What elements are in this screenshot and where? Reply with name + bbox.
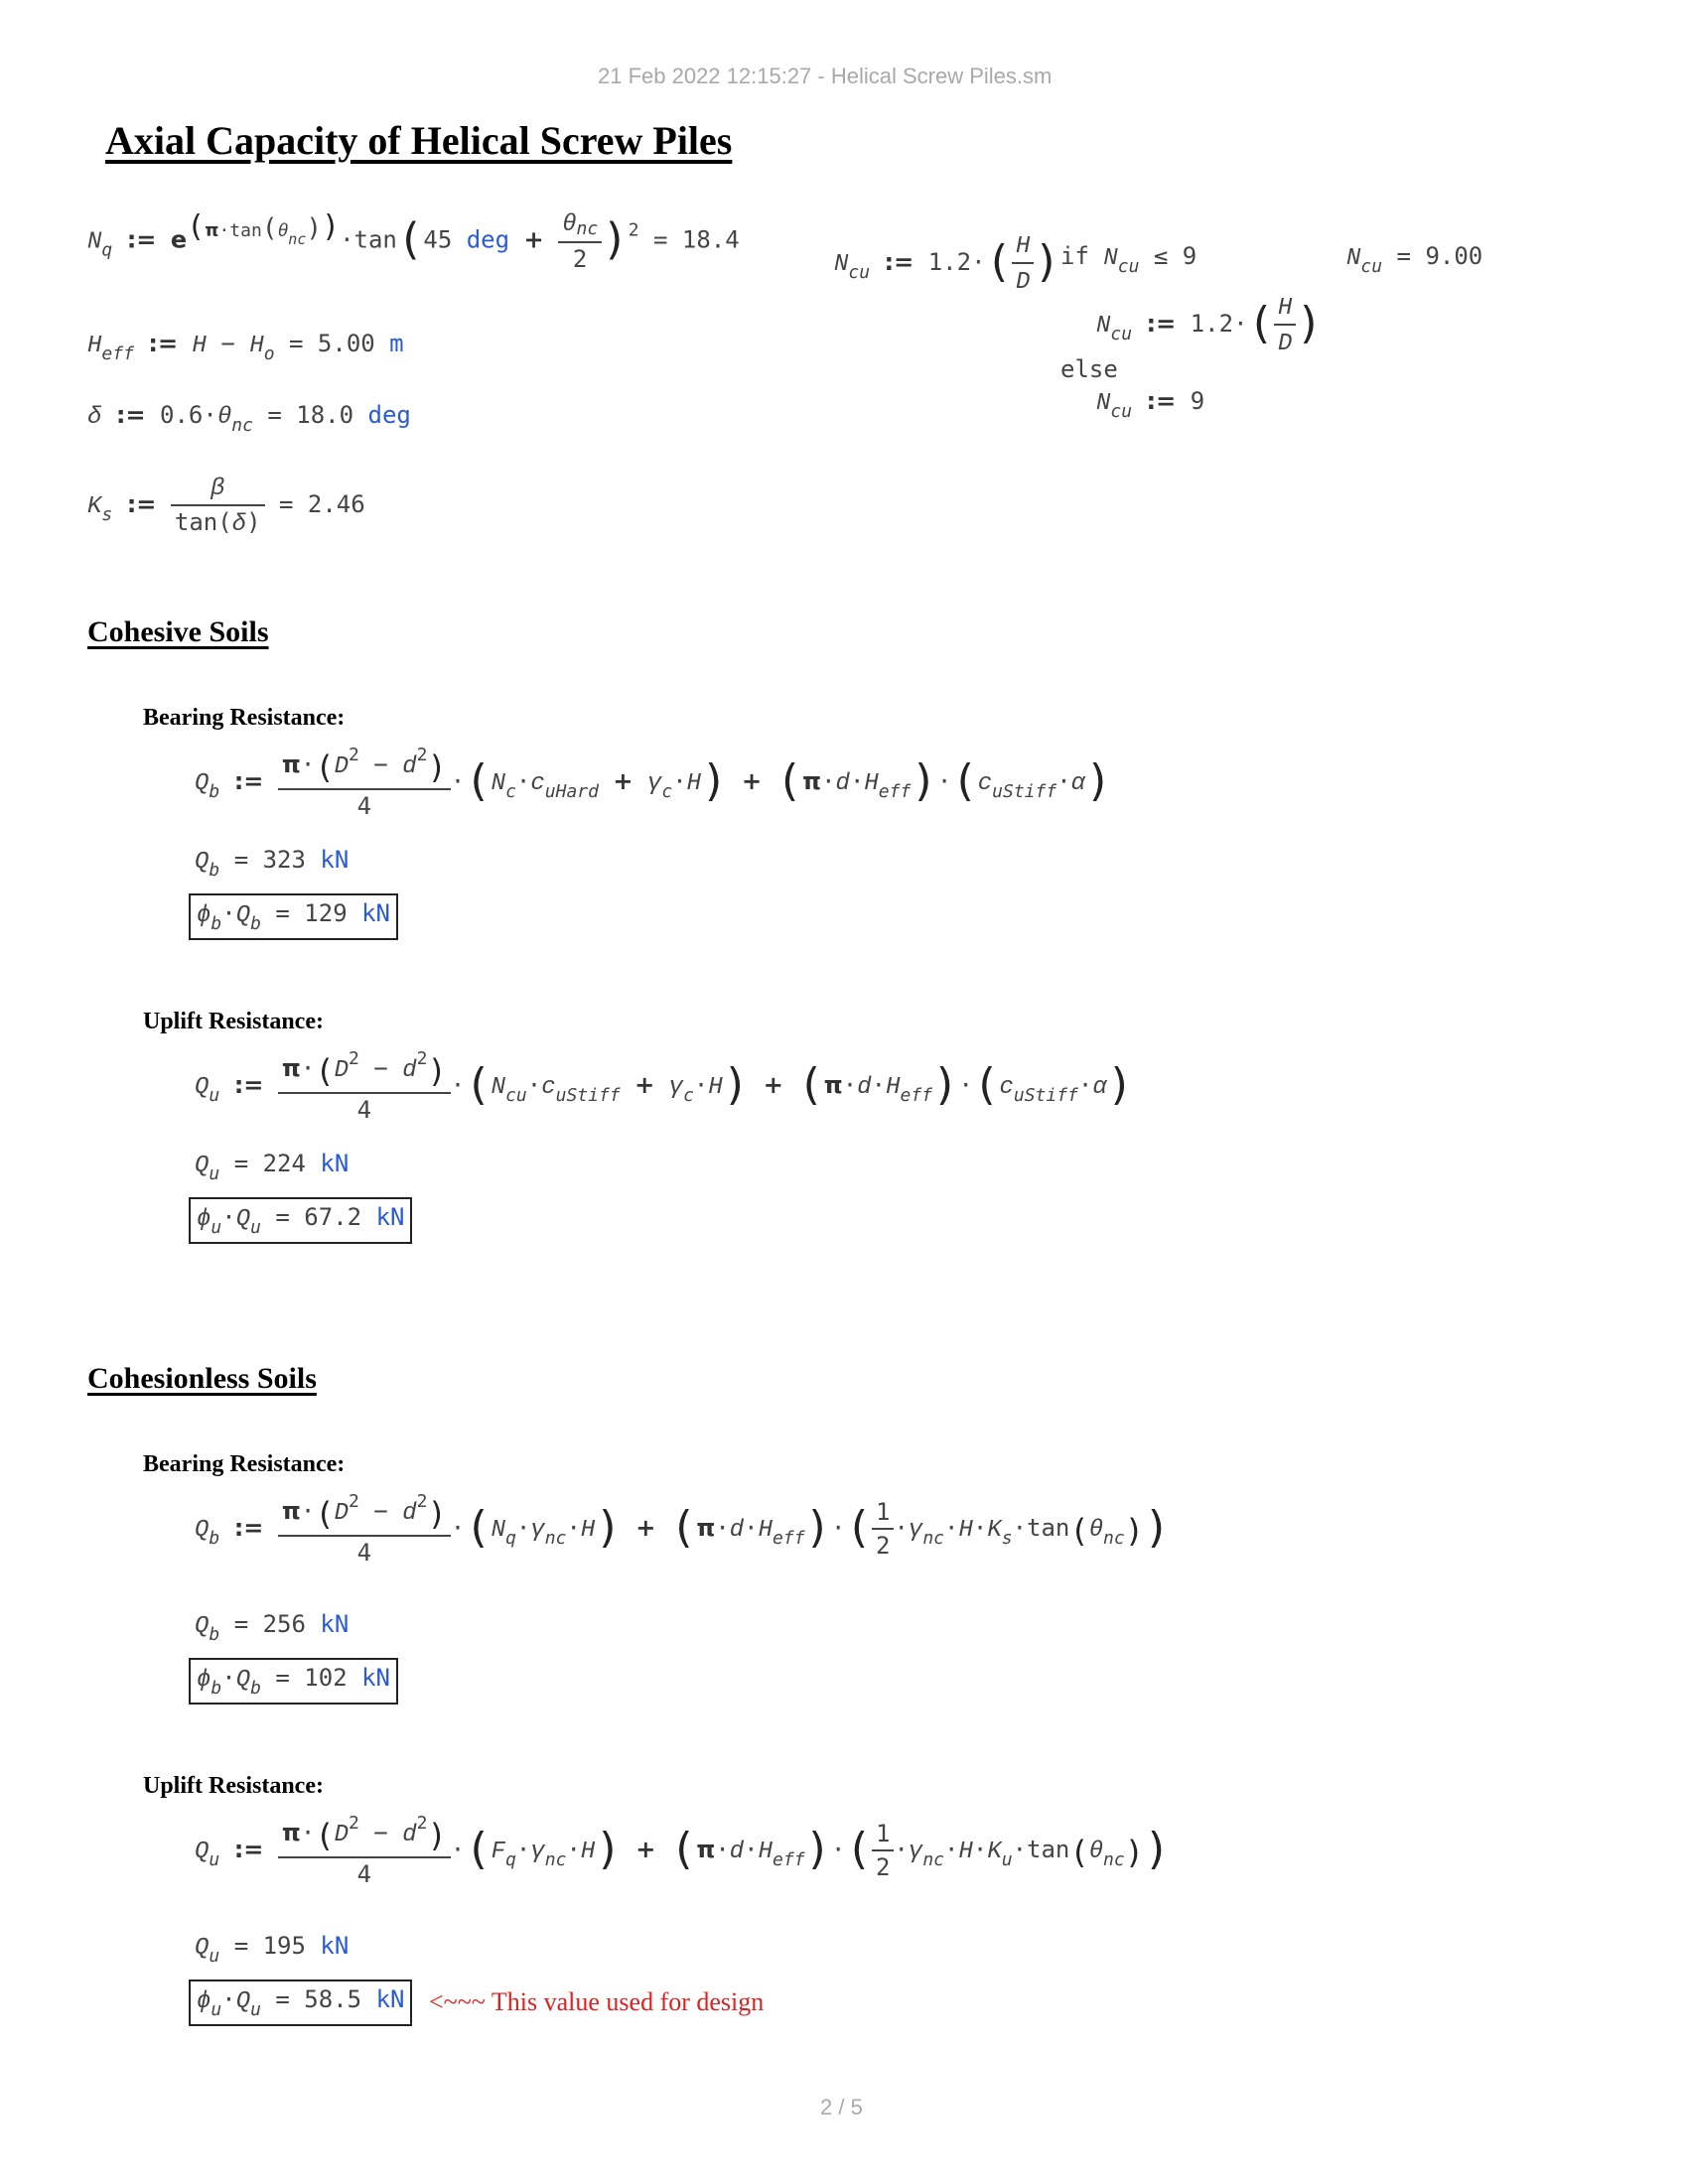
- cohesive-qu-result: $Q_u = 224$ kN: [195, 1150, 350, 1184]
- ks-formula: $K_s$ := $\frac{\beta}{\tan(\delta)}$ = 2.46: [87, 473, 365, 538]
- delta-formula: δ := $0.6\cdot\theta_{nc} = 18.0$ deg: [87, 401, 411, 436]
- ncu-formula: $N_{cu}$ := 1.2·( $\frac{H}{D}$ ): [834, 230, 1060, 296]
- nq-result: = 18.4: [653, 225, 740, 254]
- delta-result: = 18.0: [267, 401, 354, 429]
- document-header: 21 Feb 2022 12:15:27 - Helical Screw Piles.sm: [598, 64, 1053, 88]
- page-number: 2 / 5: [820, 2095, 863, 2119]
- ncu-if-branch: $N_{cu}$ := 1.2·( $\frac{H}{D}$ ): [1096, 292, 1323, 357]
- cohesive-qb-formula: $Q_b$ := $\frac{\pi\cdot(D^2 - d^2)}{4}$ $\cdot(N_c\cdot c_{uHard} + \gamma_c\cdot H) + (\pi\cdot d\cdot H_{eff})\cdot(c_{uStiff}\cdot\alpha)$: [195, 745, 1112, 820]
- nq-formula: $N_q$ := $e^{(\pi\cdot tan(\theta_{nc}))}\cdot\tan(45$ deg + $\frac{\text{θnc}}{2}$ )$^2$ = 18.4: [87, 208, 740, 273]
- ncu-else-branch: $N_{cu}$ := 9: [1096, 387, 1205, 422]
- cohesive-phiqb-result: $\phi_b\cdot Q_b = 129$ kN: [189, 893, 398, 940]
- ncu-else: else: [1060, 355, 1118, 383]
- cohesionless-bearing-label: Bearing Resistance:: [143, 1451, 346, 1477]
- cohesionless-phiqu-result: $\phi_u\cdot Q_u = 58.5$ kN: [189, 1979, 412, 2026]
- delta-unit: deg: [367, 401, 411, 429]
- ks-result: = 2.46: [278, 490, 365, 518]
- ncu-if: if $N_{cu} \le 9$: [1060, 242, 1197, 277]
- cohesive-qb-result: $Q_b = 323$ kN: [195, 846, 350, 881]
- page-title: Axial Capacity of Helical Screw Piles: [105, 118, 733, 163]
- cohesionless-qb-formula: $Q_b$ := $\frac{\pi\cdot(D^2 - d^2)}{4}$ $\cdot(N_q\cdot\gamma_{nc}\cdot H) + (\pi\cdot d\cdot H_{eff})\cdot$( $\frac{1}{2}$ $\cdot\gamma_{nc}\cdot H\cdot K_s\cdot\tan(\theta_{nc})$): [195, 1491, 1171, 1567]
- cohesionless-uplift-label: Uplift Resistance:: [143, 1773, 324, 1799]
- heff-unit: m: [389, 330, 404, 357]
- cohesive-qu-formula: $Q_u$ := $\frac{\pi\cdot(D^2 - d^2)}{4}$ $\cdot(N_{cu}\cdot c_{uStiff} + \gamma_c\cdot H) + (\pi\cdot d\cdot H_{eff})\cdot(c_{uStiff}\cdot\alpha)$: [195, 1048, 1134, 1124]
- cohesive-phiqu-result: $\phi_u\cdot Q_u = 67.2$ kN: [189, 1197, 412, 1244]
- section-cohesive: Cohesive Soils: [87, 615, 269, 648]
- cohesive-uplift-label: Uplift Resistance:: [143, 1009, 324, 1034]
- design-value-note: <~~~ This value used for design: [429, 1987, 765, 2016]
- cohesionless-qu-result: $Q_u = 195$ kN: [195, 1932, 350, 1967]
- section-cohesionless: Cohesionless Soils: [87, 1362, 317, 1395]
- cohesionless-qu-formula: $Q_u$ := $\frac{\pi\cdot(D^2 - d^2)}{4}$ $\cdot(F_q\cdot\gamma_{nc}\cdot H) + (\pi\cdot d\cdot H_{eff})\cdot$( $\frac{1}{2}$ $\cdot\gamma_{nc}\cdot H\cdot K_u\cdot\tan(\theta_{nc})$): [195, 1813, 1171, 1888]
- cohesionless-phiqb-result: $\phi_b\cdot Q_b = 102$ kN: [189, 1658, 398, 1705]
- ncu-result: $N_{cu} = 9.00$: [1346, 242, 1483, 277]
- heff-formula: $H_{eff}$ := $H - H_o = 5.00$ m: [87, 330, 404, 364]
- cohesionless-qb-result: $Q_b = 256$ kN: [195, 1610, 350, 1645]
- heff-result: = 5.00: [289, 330, 375, 357]
- cohesive-bearing-label: Bearing Resistance:: [143, 705, 346, 731]
